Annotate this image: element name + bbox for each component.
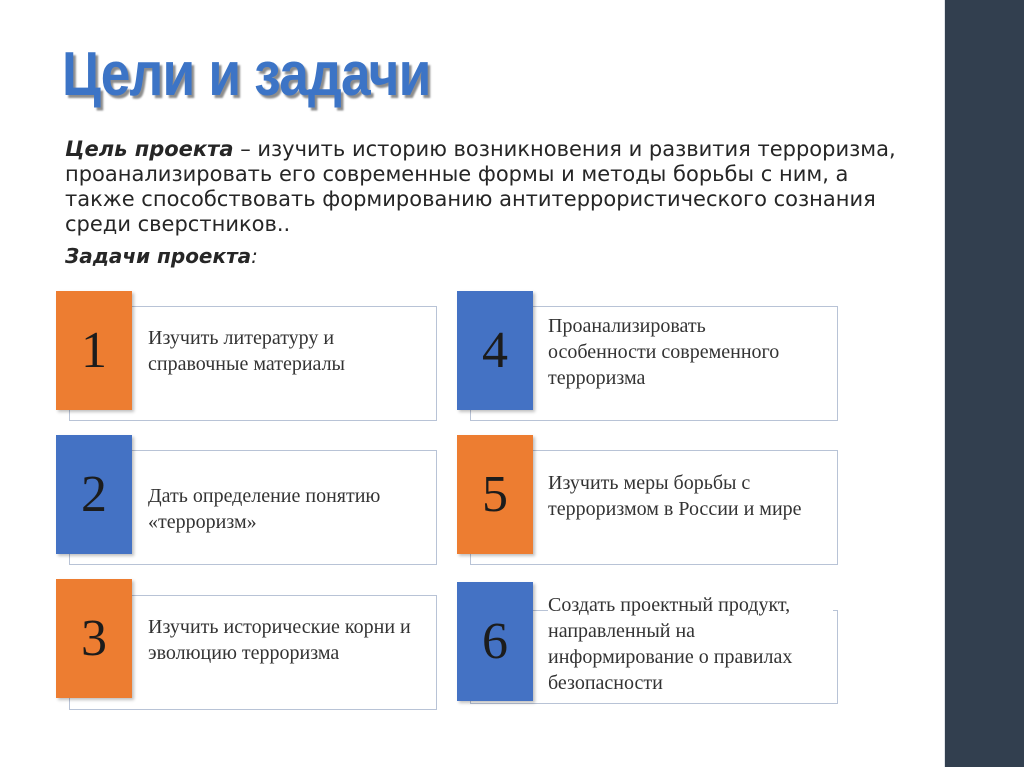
task-text-5: Изучить меры борьбы с терроризмом в России и мире: [548, 472, 802, 520]
task-text-2: Дать определение понятию «терроризм»: [148, 485, 381, 533]
task-number-2: 2: [56, 435, 132, 554]
task-text-4: Проанализировать особенности современного терроризма: [548, 315, 780, 389]
goal-text: – изучить историю возникновения и развития терроризма, проанализировать его современные формы и методы борьбы с ним, а также способствовать формированию антитеррористического сознания среди сверстников..: [65, 137, 896, 236]
task-number-3: 3: [56, 579, 132, 698]
task-number-6: 6: [457, 582, 533, 701]
task-number-5: 5: [457, 435, 533, 554]
tasks-label: Задачи проекта: [65, 244, 252, 268]
task-number-4: 4: [457, 291, 533, 410]
task-text-6: Создать проектный продукт, направленный на информирование о правилах безопасности: [548, 592, 833, 696]
tasks-colon: :: [251, 244, 258, 268]
tasks-heading: [65, 244, 258, 268]
goal-label: Цель проекта: [65, 137, 234, 161]
project-goal: [65, 137, 905, 237]
page-title: Цели и задачи: [62, 40, 431, 109]
right-sidebar-bar: [945, 0, 1024, 767]
task-text-3: Изучить исторические корни и эволюцию терроризма: [148, 616, 411, 664]
task-number-1: 1: [56, 291, 132, 410]
task-text-1: Изучить литературу и справочные материалы: [148, 327, 345, 375]
